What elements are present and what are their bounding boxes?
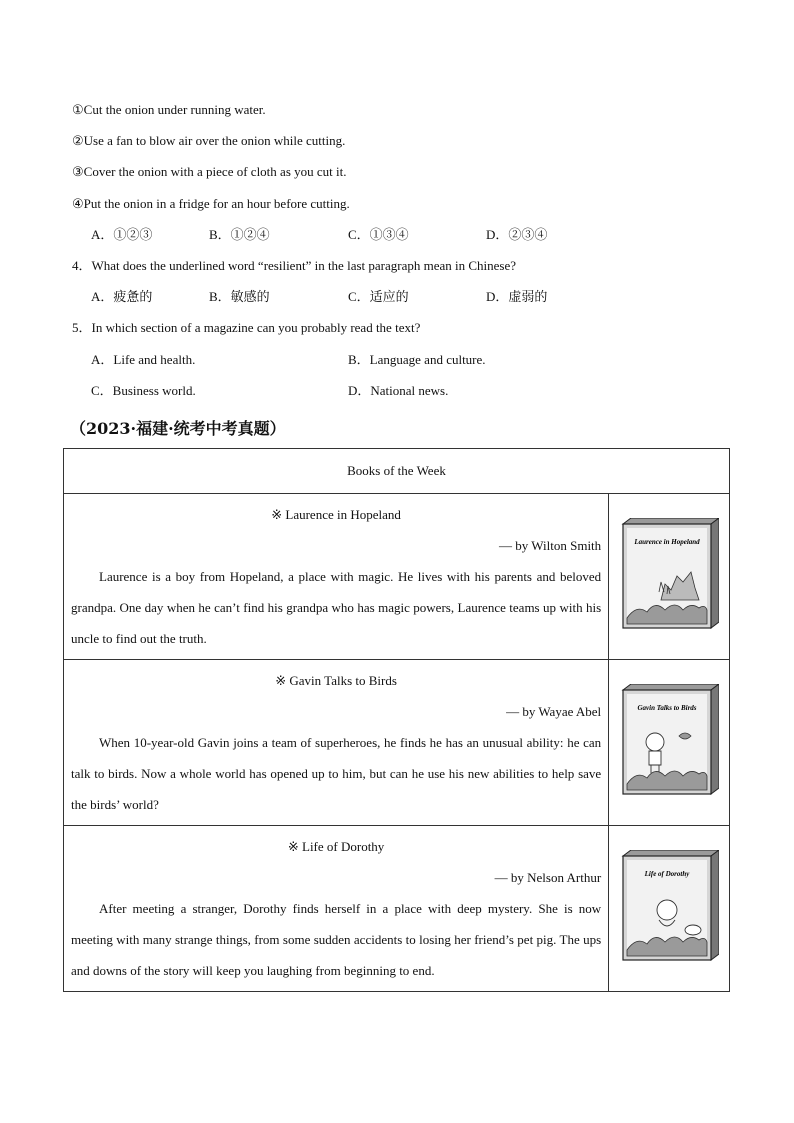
book-text-cell [64,660,609,826]
q3-choice-b: B．①②④ [209,227,270,242]
q5-choice-a: A．Life and health. [91,352,196,367]
book-description: After meeting a stranger, Dorothy finds herself in a place with deep mystery. She is now meeting with many strange things, from some sudden accidents to losing her friend’s pet pig. The ups and downs of the story will keep you laughing from beginning to end. [71,901,602,978]
book-cover-image [619,518,719,630]
book-author: — by Nelson Arthur [494,870,602,885]
book-cover-title: Gavin Talks to Birds [637,704,697,712]
option-text: Use a fan to blow air over the onion while cutting. [83,133,346,148]
option-statement-4 [72,196,350,212]
book-row [64,660,730,826]
book-cover-title: Laurence in Hopeland [634,538,700,546]
q5-choice-b: B．Language and culture. [348,352,486,367]
book-title: ※ Laurence in Hopeland [271,507,401,522]
q5-choice-d: D．National news. [348,383,449,398]
book-title: ※ Gavin Talks to Birds [275,673,397,688]
q3-choice-d: D．②③④ [486,227,548,242]
option-statement-3 [72,164,346,180]
section-heading: （2023·福建·统考中考真题） [70,419,286,438]
option-statement-2 [72,133,345,149]
table-caption: Books of the Week [64,449,730,494]
books-table [63,448,730,992]
book-image-cell [609,660,730,826]
q5-choice-c: C．Business world. [91,383,196,398]
q4-choice-c: C．适应的 [348,289,409,304]
option-statement-1 [72,102,266,118]
book-text-cell [64,826,609,992]
book-image-cell [609,494,730,660]
book-title: ※ Life of Dorothy [287,839,385,854]
book-image-cell [609,826,730,992]
q3-choice-c: C．①③④ [348,227,409,242]
q3-choice-a: A．①②③ [91,227,153,242]
book-description: Laurence is a boy from Hopeland, a place with magic. He lives with his parents and beloved grandpa. One day when he can’t find his grandpa who has magic powers, Laurence teams up with his uncle to find out the truth. [71,569,602,646]
q4-choice-a: A．疲惫的 [91,289,153,304]
book-author: — by Wayae Abel [506,704,602,719]
question-4-stem: 4．What does the underlined word “resilient” in the last paragraph mean in Chinese? [72,258,517,273]
book-row [64,826,730,992]
option-number: ④ [72,196,84,211]
book-text-cell [64,494,609,660]
book-row [64,494,730,660]
option-text: Cover the onion with a piece of cloth as you cut it. [83,164,347,179]
book-author: — by Wilton Smith [499,538,602,553]
option-number: ① [72,102,84,117]
q4-choice-b: B．敏感的 [209,289,270,304]
question-5-stem: 5．In which section of a magazine can you probably read the text? [72,320,421,335]
book-cover-image [619,850,719,962]
option-text: Put the onion in a fridge for an hour before cutting. [83,196,350,211]
book-cover-image [619,684,719,796]
book-description: When 10-year-old Gavin joins a team of superheroes, he finds he has an unusual ability: he can talk to birds. Now a whole world has opened up to him, but can he use his new abilities to help save the birds’ world? [71,735,602,812]
option-number: ③ [72,164,84,179]
q4-choice-d: D．虚弱的 [486,289,548,304]
book-cover-title: Life of Dorothy [644,870,690,878]
option-number: ② [72,133,84,148]
option-text: Cut the onion under running water. [83,102,266,117]
